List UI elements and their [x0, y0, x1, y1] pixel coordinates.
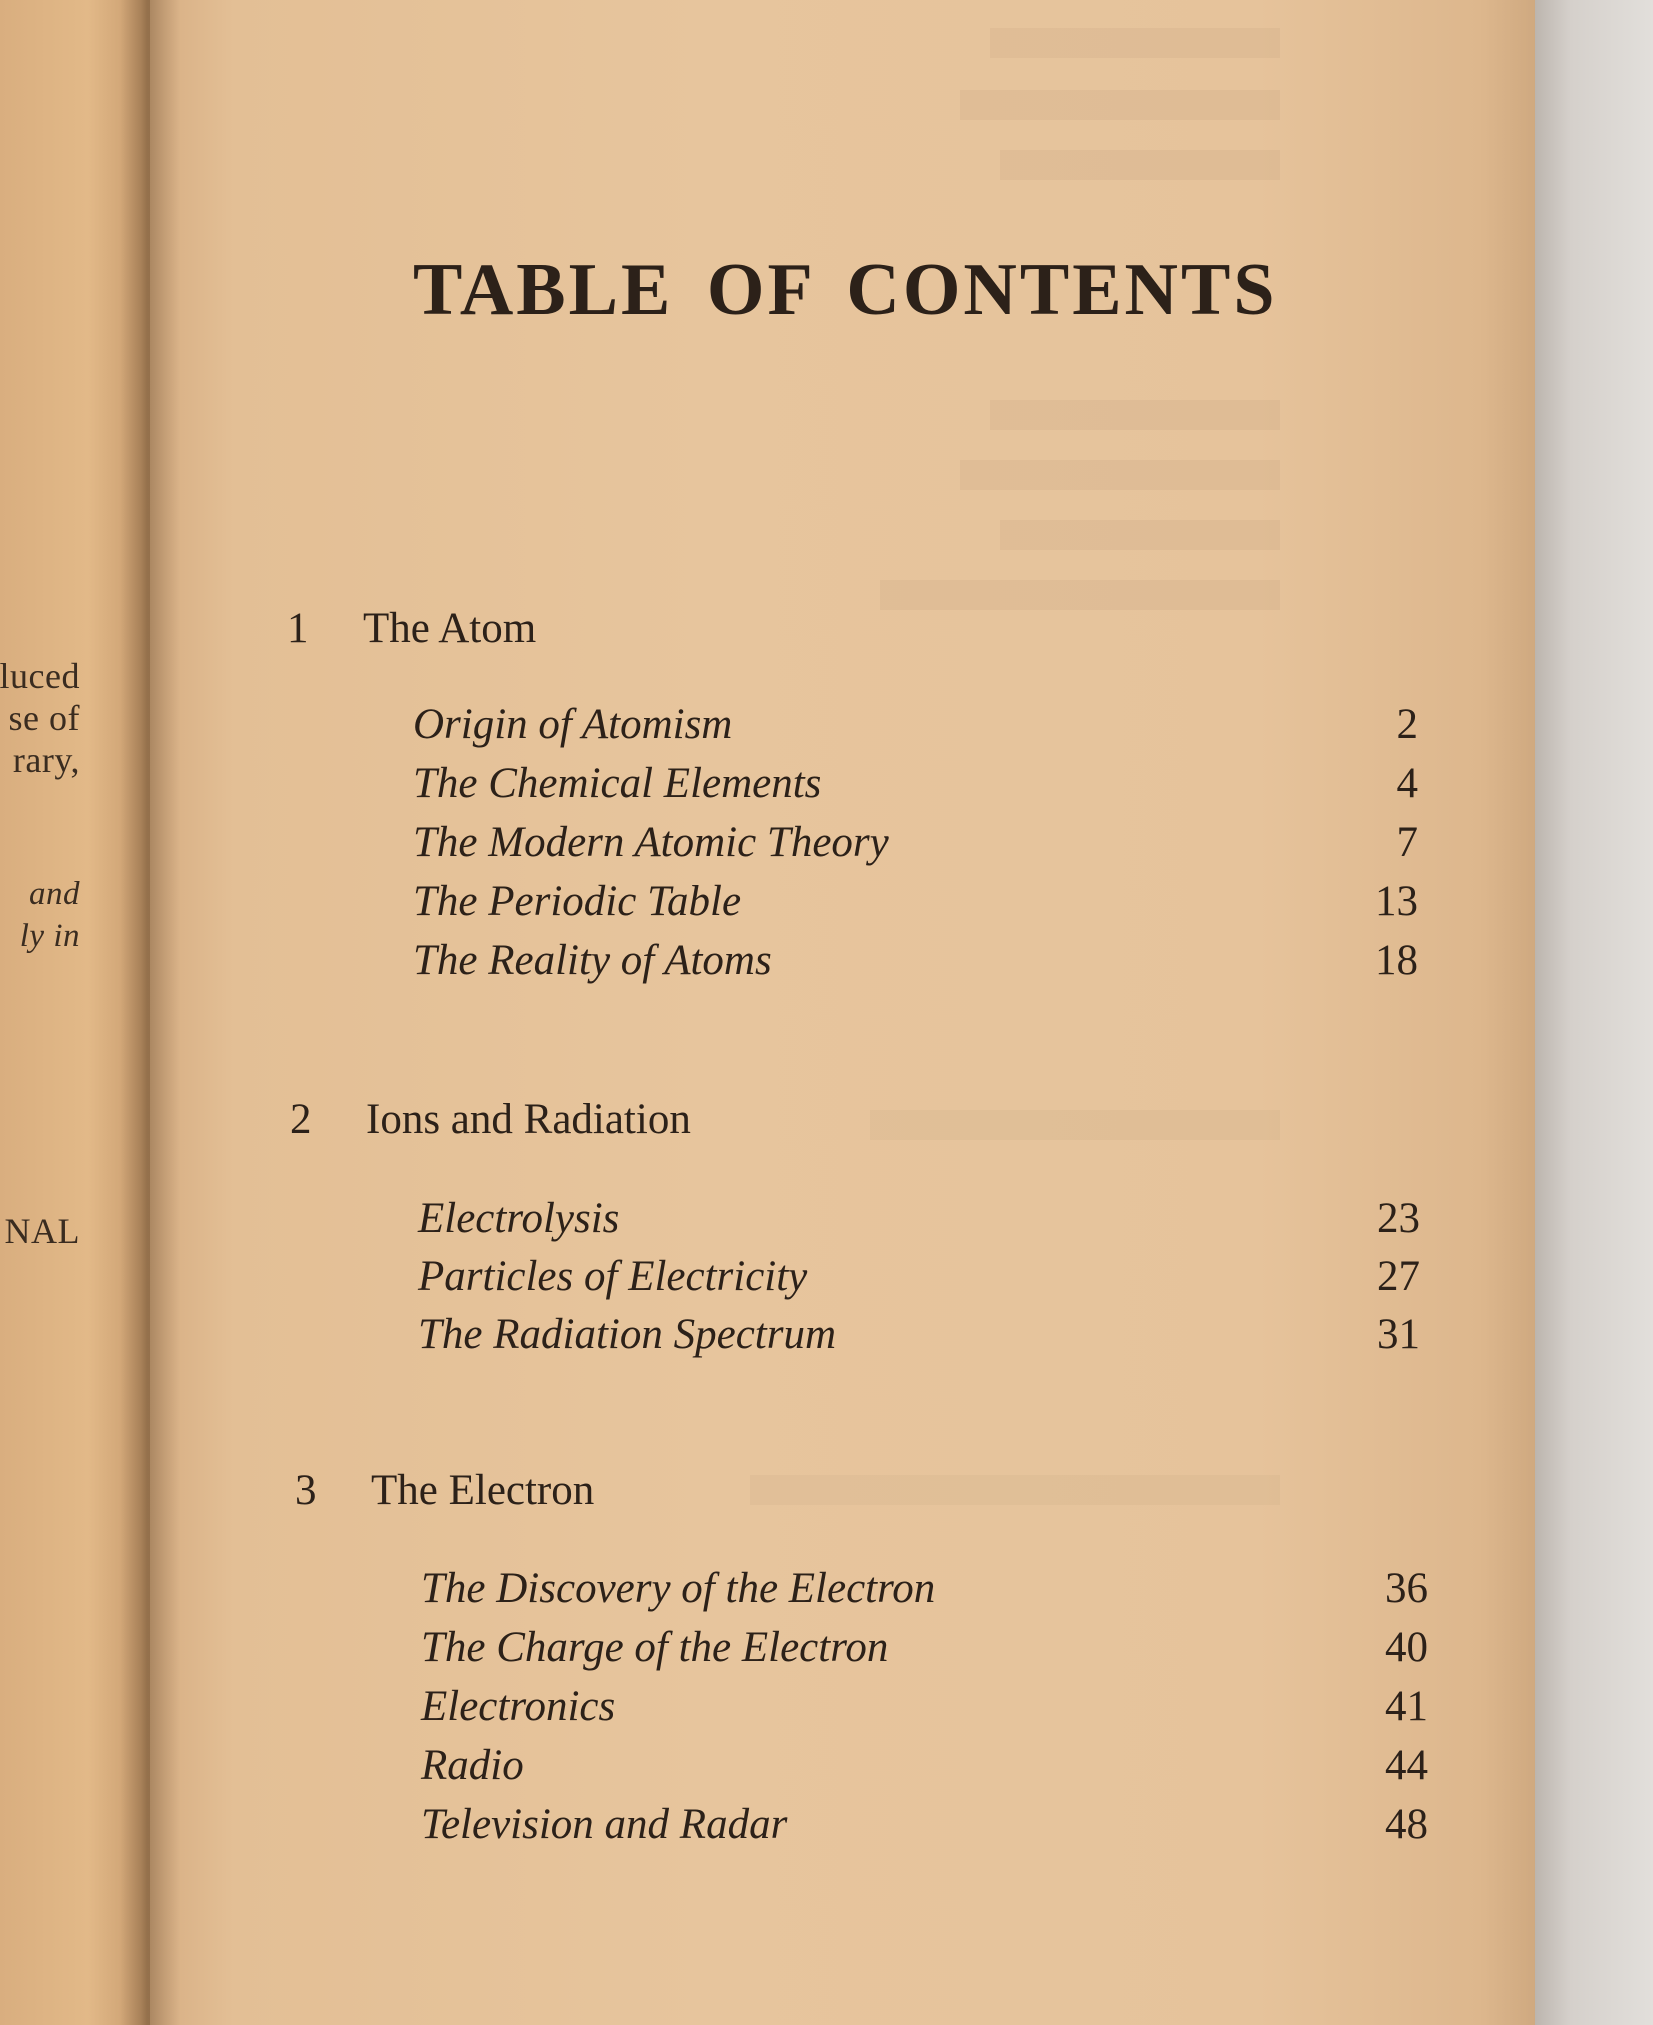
- toc-entry: [0, 1194, 1430, 1250]
- toc-entry-page: 48: [1385, 1801, 1428, 1848]
- toc-entry-title: The Discovery of the Electron: [421, 1565, 936, 1612]
- toc-entry: [0, 818, 1430, 874]
- chapter-number: 2: [290, 1096, 312, 1143]
- toc-entry-page: 7: [1396, 819, 1418, 866]
- previous-page-line: luced: [0, 656, 80, 696]
- toc-entry-page: 2: [1396, 701, 1418, 748]
- toc-entry: [0, 1310, 1430, 1366]
- previous-page-line: and: [29, 876, 80, 912]
- toc-entry: [0, 1564, 1430, 1620]
- chapter-number: 1: [287, 605, 309, 652]
- toc-entry: [0, 759, 1430, 815]
- toc-entry-title: Radio: [421, 1742, 524, 1789]
- toc-entry-title: The Radiation Spectrum: [418, 1311, 837, 1358]
- page-title: TABLE OF CONTENTS: [413, 249, 1278, 331]
- toc-entry-title: The Modern Atomic Theory: [413, 819, 889, 866]
- toc-entry: [0, 877, 1430, 933]
- toc-entry-page: 36: [1385, 1565, 1428, 1612]
- toc-entry-title: Electrolysis: [418, 1195, 620, 1242]
- toc-entry-page: 31: [1377, 1311, 1420, 1358]
- toc-entry-page: 27: [1377, 1253, 1420, 1300]
- chapter-title: The Electron: [371, 1467, 595, 1514]
- chapter-heading: [295, 1466, 594, 1515]
- previous-page-line: NAL: [4, 1211, 80, 1251]
- toc-entry-title: Television and Radar: [421, 1801, 788, 1848]
- toc-entry-page: 13: [1375, 878, 1418, 925]
- previous-page-line: rary,: [12, 740, 80, 780]
- toc-entry-page: 44: [1385, 1742, 1428, 1789]
- previous-page-line: se of: [8, 698, 80, 738]
- toc-entry-title: The Reality of Atoms: [413, 937, 772, 984]
- chapter-heading: [290, 1095, 691, 1144]
- toc-entry-page: 18: [1375, 937, 1418, 984]
- toc-entry-title: The Charge of the Electron: [421, 1624, 889, 1671]
- toc-entry-title: The Chemical Elements: [413, 760, 822, 807]
- chapter-title: The Atom: [363, 605, 537, 652]
- toc-entry-title: Particles of Electricity: [418, 1253, 808, 1300]
- toc-entry: [0, 1623, 1430, 1679]
- toc-entry: [0, 700, 1430, 756]
- toc-entry-page: 40: [1385, 1624, 1428, 1671]
- toc-entry: [0, 1252, 1430, 1308]
- toc-entry-title: Origin of Atomism: [413, 701, 733, 748]
- toc-entry-page: 41: [1385, 1683, 1428, 1730]
- toc-entry-title: The Periodic Table: [413, 878, 742, 925]
- toc-entry-page: 23: [1377, 1195, 1420, 1242]
- chapter-heading: [287, 604, 536, 653]
- chapter-number: 3: [295, 1467, 317, 1514]
- toc-entry: [0, 1800, 1430, 1856]
- toc-entry: [0, 936, 1430, 992]
- toc-entry-title: Electronics: [421, 1683, 616, 1730]
- background-surface: [1535, 0, 1653, 2025]
- previous-page-line: ly in: [19, 918, 80, 954]
- chapter-title: Ions and Radiation: [366, 1096, 691, 1143]
- toc-entry-page: 4: [1396, 760, 1418, 807]
- toc-entry: [0, 1741, 1430, 1797]
- toc-entry: [0, 1682, 1430, 1738]
